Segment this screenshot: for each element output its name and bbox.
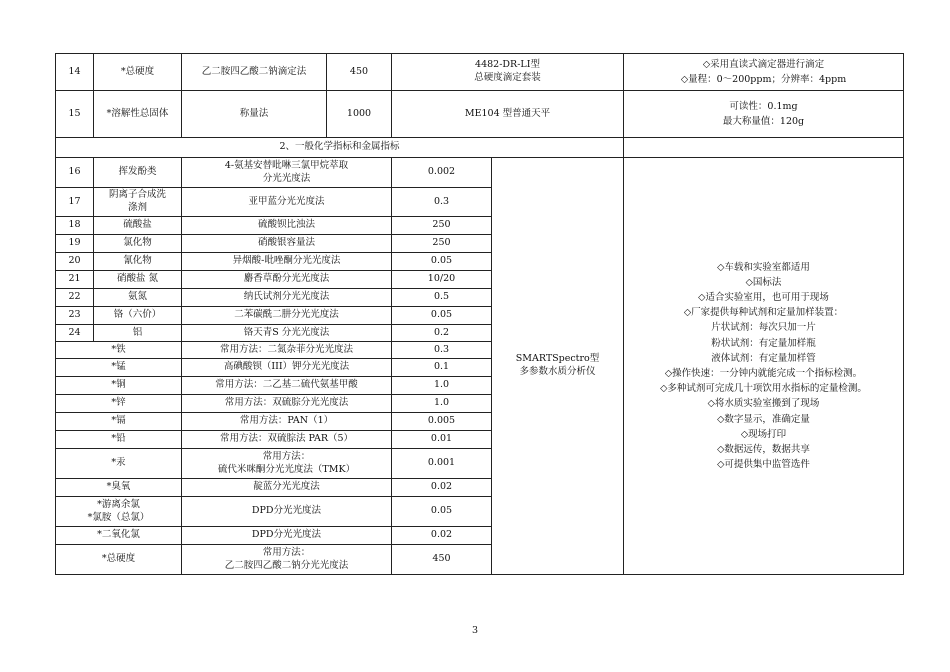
limit-value: 0.005 xyxy=(392,413,492,431)
indicator-name xyxy=(94,188,182,217)
limit-value: 0.02 xyxy=(392,527,492,545)
section-row xyxy=(56,138,904,158)
method-line: 常用方法：双硫腙分光光度法 xyxy=(224,397,349,409)
note-line: ◇采用直读式滴定器进行滴定 xyxy=(702,58,825,70)
note-line: ◇国标法 xyxy=(745,276,782,288)
indicator-line: *二氧化氯 xyxy=(97,529,140,541)
method-line: 常用方法： xyxy=(262,450,311,462)
note-line: ◇车载和实验室都适用 xyxy=(717,261,810,273)
table-row xyxy=(56,54,904,91)
instrument-line: SMARTSpectro型 xyxy=(515,353,600,365)
note-line: 可读性：0.1mg xyxy=(729,100,798,112)
test-method xyxy=(182,271,392,289)
row-number: 17 xyxy=(56,188,94,217)
indicator-line: *铜 xyxy=(111,379,126,391)
indicator-line: *汞 xyxy=(111,457,126,469)
instrument-name xyxy=(392,91,624,138)
test-method xyxy=(182,188,392,217)
section-title: 2、一般化学指标和金属指标 xyxy=(56,138,624,158)
indicator-name: 氨氮 xyxy=(94,289,182,307)
test-method xyxy=(182,235,392,253)
test-method xyxy=(182,395,392,413)
test-method xyxy=(182,527,392,545)
indicator-name xyxy=(56,545,182,575)
test-method xyxy=(182,497,392,527)
page-number: 3 xyxy=(471,625,479,636)
test-method xyxy=(182,342,392,359)
note-line: ◇量程：0～200ppm；分辨率：4ppm xyxy=(680,74,847,85)
method-line: 分光光度法 xyxy=(262,172,311,184)
limit-value: 0.05 xyxy=(392,307,492,325)
limit-value: 0.05 xyxy=(392,497,492,527)
indicator-line: *镉 xyxy=(111,415,126,427)
limit-value: 450 xyxy=(327,54,392,91)
instrument-notes xyxy=(624,158,904,575)
test-method xyxy=(182,253,392,271)
row-number: 24 xyxy=(56,325,94,342)
row-number: 22 xyxy=(56,289,94,307)
method-line: 乙二胺四乙酸二钠分光光度法 xyxy=(224,559,349,571)
standards-table xyxy=(55,53,904,575)
indicator-line: *锌 xyxy=(111,397,126,409)
limit-value: 250 xyxy=(392,235,492,253)
table-body xyxy=(56,54,904,575)
note-line: ◇操作快速：一分钟内就能完成一个指标检测。 xyxy=(664,368,863,379)
limit-value: 0.05 xyxy=(392,253,492,271)
instrument-line: 总硬度滴定套装 xyxy=(474,72,541,83)
limit-value: 0.2 xyxy=(392,325,492,342)
note-line: ◇现场打印 xyxy=(740,428,787,440)
method-line: 亚甲蓝分光光度法 xyxy=(248,195,325,207)
method-line: 硝酸银容量法 xyxy=(257,237,315,249)
method-line: 麝香草酚分光光度法 xyxy=(243,273,330,285)
indicator-name xyxy=(56,497,182,527)
note-line: 液体试剂：有定量加样管 xyxy=(711,352,816,364)
indicator-name xyxy=(56,395,182,413)
indicator-line: *臭氧 xyxy=(106,481,131,493)
note-line: ◇数字显示，准确定量 xyxy=(717,413,810,425)
indicator-name xyxy=(56,342,182,359)
method-line: 靛蓝分光光度法 xyxy=(253,481,320,493)
instrument-name xyxy=(392,54,624,91)
section-blank xyxy=(624,138,904,158)
row-number: 19 xyxy=(56,235,94,253)
test-method xyxy=(182,359,392,377)
instrument-line: 4482-DR-LI型 xyxy=(475,59,540,71)
test-method xyxy=(182,479,392,497)
indicator-line: *铅 xyxy=(111,433,126,445)
row-number: 20 xyxy=(56,253,94,271)
table-row xyxy=(56,158,904,188)
indicator-line: *锰 xyxy=(111,361,126,373)
indicator-name xyxy=(56,431,182,449)
instrument-line: 多参数水质分析仪 xyxy=(519,366,596,377)
row-number: 15 xyxy=(56,91,94,138)
indicator-name xyxy=(56,479,182,497)
note-line: 最大称量值：120g xyxy=(722,116,805,127)
row-number: 14 xyxy=(56,54,94,91)
instrument-name xyxy=(492,158,624,575)
note-line: 片状试剂：每次只加一片 xyxy=(711,322,816,334)
instrument-notes xyxy=(624,54,904,91)
indicator-name: 挥发酚类 xyxy=(94,158,182,188)
method-line: 常用方法：PAN（1） xyxy=(239,415,334,427)
indicator-name xyxy=(56,377,182,395)
limit-value: 0.001 xyxy=(392,449,492,479)
indicator-line: 阴离子合成洗 xyxy=(108,189,166,201)
test-method xyxy=(182,289,392,307)
method-line: 4-氨基安替吡啉三氯甲烷萃取 xyxy=(224,159,349,171)
note-line: ◇适合实验室用，也可用于现场 xyxy=(698,292,829,304)
note-line: ◇将水质实验室搬到了现场 xyxy=(707,398,820,410)
instrument-line: ME104 型普通天平 xyxy=(464,107,551,119)
method-line: 纳氏试剂分光光度法 xyxy=(243,291,330,303)
indicator-name xyxy=(56,449,182,479)
test-method xyxy=(182,217,392,235)
method-line: 硫酸钡比浊法 xyxy=(257,219,315,231)
indicator-name: 硝酸盐 氮 xyxy=(94,271,182,289)
method-line: 硫代米咪酮分光光度法（TMK） xyxy=(217,463,356,475)
limit-value: 1.0 xyxy=(392,395,492,413)
indicator-name xyxy=(56,359,182,377)
limit-value: 10/20 xyxy=(392,271,492,289)
indicator-name: *总硬度 xyxy=(94,54,182,91)
limit-value: 0.1 xyxy=(392,359,492,377)
note-line: ◇数据远传，数据共享 xyxy=(717,443,810,455)
indicator-name: 硫酸盐 xyxy=(94,217,182,235)
method-line: 铬天青S 分光光度法 xyxy=(243,326,330,338)
limit-value: 0.5 xyxy=(392,289,492,307)
indicator-name: 氯化物 xyxy=(94,235,182,253)
instrument-notes xyxy=(624,91,904,138)
method-line: DPD分光光度法 xyxy=(251,529,322,541)
row-number: 18 xyxy=(56,217,94,235)
note-line: ◇可提供集中监管选件 xyxy=(717,459,810,471)
note-line: ◇多种试剂可完成几十项饮用水指标的定量检测。 xyxy=(660,383,867,395)
indicator-line: *游离余氯 xyxy=(97,498,140,510)
limit-value: 0.3 xyxy=(392,188,492,217)
test-method xyxy=(182,377,392,395)
test-method: 称量法 xyxy=(182,91,327,138)
test-method xyxy=(182,449,392,479)
indicator-name: 铬（六价） xyxy=(94,307,182,325)
test-method xyxy=(182,158,392,188)
method-line: 二苯碳酰二肼分光光度法 xyxy=(234,309,339,321)
method-line: 常用方法：双硫腙法 PAR（5） xyxy=(219,433,354,445)
test-method xyxy=(182,307,392,325)
test-method xyxy=(182,413,392,431)
limit-value: 450 xyxy=(392,545,492,575)
test-method xyxy=(182,325,392,342)
indicator-name xyxy=(56,527,182,545)
indicator-line: *铁 xyxy=(111,343,126,355)
test-method xyxy=(182,545,392,575)
note-line: 粉状试剂：有定量加样瓶 xyxy=(711,337,816,349)
method-line: 高碘酸钡（III）钾分光光度法 xyxy=(223,361,350,373)
limit-value: 0.002 xyxy=(392,158,492,188)
test-method xyxy=(182,431,392,449)
method-line: 常用方法：二乙基二硫代氨基甲酸 xyxy=(215,379,358,391)
indicator-name: 氰化物 xyxy=(94,253,182,271)
limit-value: 0.02 xyxy=(392,479,492,497)
indicator-line: 涤剂 xyxy=(127,202,147,213)
test-method: 乙二胺四乙酸二钠滴定法 xyxy=(182,54,327,91)
indicator-line: *总硬度 xyxy=(101,553,136,565)
limit-value: 0.01 xyxy=(392,431,492,449)
method-line: 常用方法：二氮杂菲分光光度法 xyxy=(219,343,353,355)
method-line: 常用方法： xyxy=(262,546,311,558)
indicator-name xyxy=(56,413,182,431)
note-line: ◇厂家提供每种试剂和定量加样装置： xyxy=(683,307,844,319)
row-number: 23 xyxy=(56,307,94,325)
indicator-name: *溶解性总固体 xyxy=(94,91,182,138)
table-row xyxy=(56,91,904,138)
limit-value: 1.0 xyxy=(392,377,492,395)
row-number: 16 xyxy=(56,158,94,188)
method-line: 异烟酸-吡唑酮分光光度法 xyxy=(232,255,341,267)
indicator-name: 铝 xyxy=(94,325,182,342)
row-number: 21 xyxy=(56,271,94,289)
limit-value: 0.3 xyxy=(392,342,492,359)
indicator-line: *氯胺（总氯） xyxy=(87,511,150,523)
limit-value: 1000 xyxy=(327,91,392,138)
limit-value: 250 xyxy=(392,217,492,235)
method-line: DPD分光光度法 xyxy=(251,505,322,517)
